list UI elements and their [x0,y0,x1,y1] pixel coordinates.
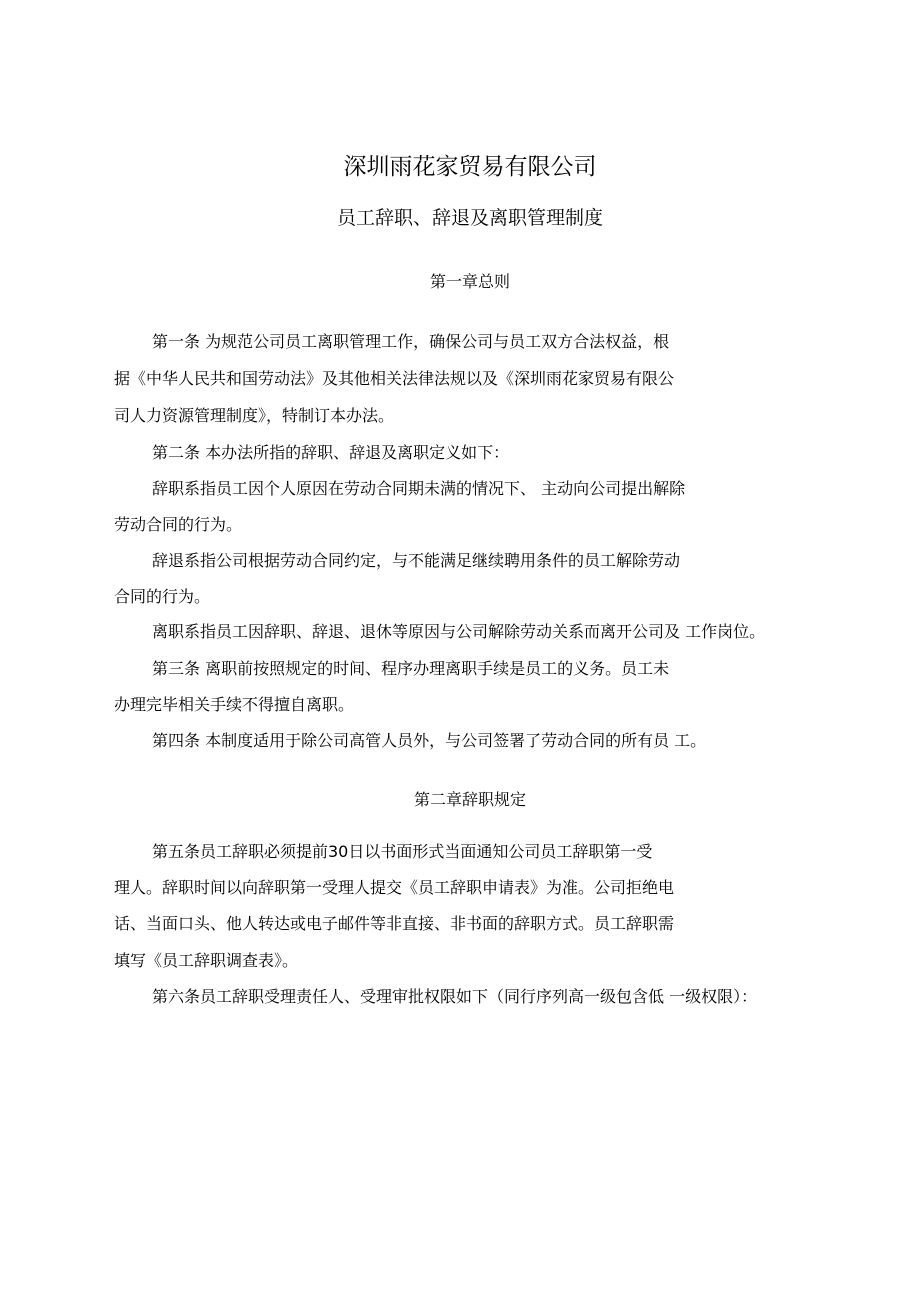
paragraph-line: 理人。辞职时间以向辞职第一受理人提交《员工辞职申请表》为准。公司拒绝电 [114,878,675,897]
paragraph-line: 辞退系指公司根据劳动合同约定，与不能满足继续聘用条件的员工解除劳动 [152,551,681,570]
paragraph-line: 填写《员工辞职调查表》。 [114,951,299,970]
document-title: 员工辞职、辞退及离职管理制度 [336,207,603,229]
paragraph-line: 合同的行为。 [114,587,211,606]
company-title: 深圳雨花家贸易有限公司 [343,154,597,180]
chapter-1-heading: 第一章总则 [429,272,510,291]
paragraph-line: 据《中华人民共和国劳动法》及其他相关法律法规以及《深圳雨花家贸易有限公 [114,369,675,388]
paragraph-line: 办理完毕相关手续不得擅自离职。 [114,695,355,714]
paragraph-line: 劳动合同的行为。 [114,515,243,534]
paragraph-line: 辞职系指员工因个人原因在劳动合同期未满的情况下、 主动向公司提出解除 [152,479,686,498]
paragraph-line: 第三条 离职前按照规定的时间、程序办理离职手续是员工的义务。员工未 [152,659,670,678]
chapter-2-heading: 第二章辞职规定 [413,790,526,809]
paragraph-line: 第六条员工辞职受理责任人、受理审批权限如下（同行序列高一级包含低 一级权限）： [152,987,758,1006]
paragraph-line: 第四条 本制度适用于除公司高管人员外，与公司签署了劳动合同的所有员 工。 [152,731,707,750]
paragraph-line: 第二条 本办法所指的辞职、辞退及离职定义如下： [152,443,510,462]
paragraph-line: 司人力资源管理制度》，特制订本办法。 [114,406,395,425]
paragraph-line: 离职系指员工因辞职、辞退、退休等原因与公司解除劳动关系而离开公司及 工作岗位。 [152,622,766,641]
paragraph-line: 第一条 为规范公司员工离职管理工作，确保公司与员工双方合法权益，根 [152,332,670,351]
paragraph-line: 话、当面口头、他人转达或电子邮件等非直接、非书面的辞职方式。员工辞职需 [114,914,675,933]
paragraph-line: 第五条员工辞职必须提前30日以书面形式当面通知公司员工辞职第一受 [152,842,653,861]
